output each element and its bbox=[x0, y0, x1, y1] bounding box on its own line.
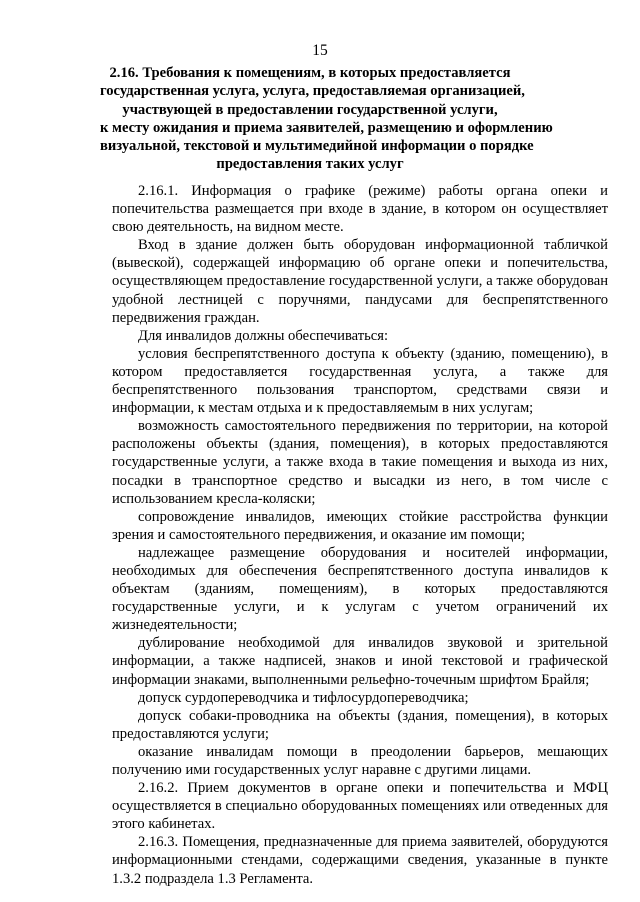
list-item-guide-dog: допуск собаки-проводника на объекты (здания, помещения), в которых предоставляются услуги; bbox=[112, 707, 608, 742]
document-body bbox=[112, 182, 608, 888]
section-heading bbox=[100, 64, 553, 174]
paragraph-disabled-intro: Для инвалидов должны обеспечиваться: bbox=[138, 327, 389, 344]
list-item-barriers: оказание инвалидам помощи в преодолении барьеров, мешающих получению ими государственных услуг наравне с другими лицами. bbox=[112, 743, 608, 778]
heading-line: государственная услуга, услуга, предоставляемая организацией, bbox=[100, 83, 525, 100]
heading-line: визуальной, текстовой и мультимедийной информации о порядке bbox=[100, 138, 534, 155]
list-item-interpreter: допуск сурдопереводчика и тифлосурдопереводчика; bbox=[138, 689, 469, 706]
paragraph-2-16-2: 2.16.2. Прием документов в органе опеки и попечительства и МФЦ осуществляется в специально оборудованных помещениях или отведенных для этого кабинетах. bbox=[112, 780, 608, 833]
paragraph-2-16-3: 2.16.3. Помещения, предназначенные для приема заявителей, оборудуются информационными стендами, содержащими сведения, указанные в пункте 1.3.2 подраздела 1.3 Регламента. bbox=[112, 834, 608, 887]
heading-line: к месту ожидания и приема заявителей, размещению и оформлению bbox=[100, 119, 553, 136]
paragraph-entrance: Вход в здание должен быть оборудован информационной табличкой (вывеской), содержащей информацию об органе опеки и попечительства, осуществляющем предоставление государственной услуги, а также оборудован удобной лестницей с поручнями, пандусами для беспрепятственного передвижения граждан. bbox=[112, 237, 608, 326]
list-item-equipment: надлежащее размещение оборудования и носителей информации, необходимых для обеспечения беспрепятственного доступа инвалидов к объектам (зданиям, помещениям), в которых предоставляются государственные услуги, и к услугам с учетом ограничений их жизнедеятельности; bbox=[112, 544, 608, 634]
list-item-escort: сопровождение инвалидов, имеющих стойкие расстройства функции зрения и самостоятельного передвижения, и оказание им помощи; bbox=[112, 508, 608, 543]
heading-line: участвующей в предоставлении государственной услуги, bbox=[122, 101, 498, 118]
heading-line: 2.16. Требования к помещениям, в которых предоставляется bbox=[109, 65, 511, 81]
list-item-braille: дублирование необходимой для инвалидов звуковой и зрительной информации, а также надписей, знаков и иной текстовой и графической информации знаками, выполненными рельефно-точечным шрифтом Брайля; bbox=[112, 635, 608, 688]
heading-line: предоставления таких услуг bbox=[216, 156, 404, 173]
list-item-access-conditions: условия беспрепятственного доступа к объекту (зданию, помещению), в котором предоставляется государственная услуга, а также для беспрепятственного пользования транспортом, средствами связи и информации, к местам отдыха и к предоставляемым в них услугам; bbox=[112, 345, 608, 417]
list-item-movement: возможность самостоятельного передвижения по территории, на которой расположены объекты (здания, помещения), в которых предоставляются государственные услуги, а также входа в такие помещения и выхода из них, посадки в транспортное средство и высадки из него, в том числе с использованием кресла-коляски; bbox=[112, 418, 608, 507]
paragraph-2-16-1: 2.16.1. Информация о графике (режиме) работы органа опеки и попечительства размещается при входе в здание, в котором он осуществляет свою деятельность, на видном месте. bbox=[112, 183, 608, 236]
page-number: 15 bbox=[312, 42, 328, 59]
